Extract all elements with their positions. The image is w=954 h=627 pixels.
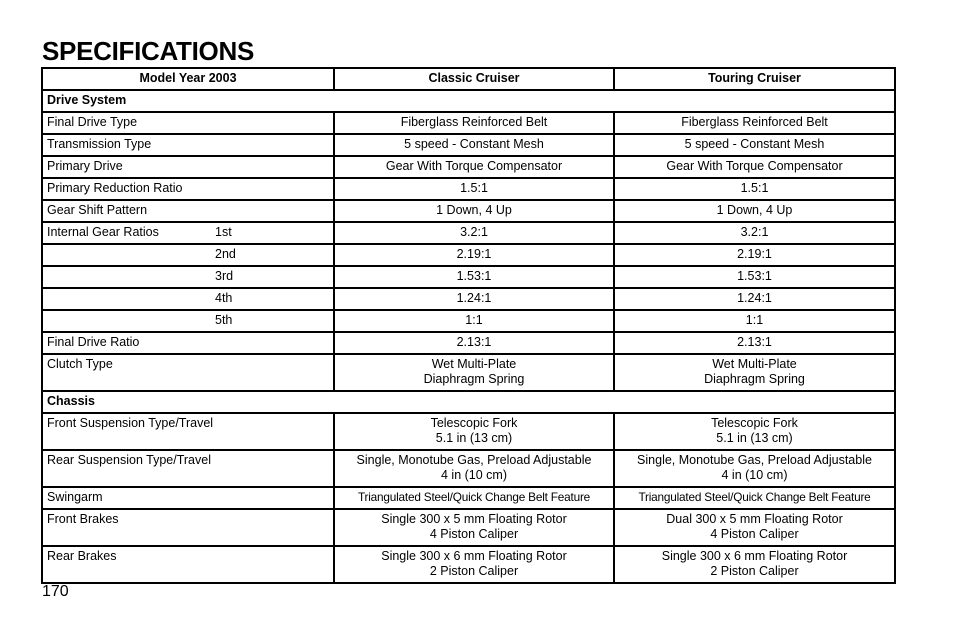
- spec-label-cell: [42, 546, 334, 583]
- touring-cruiser-value-cell: [614, 134, 895, 156]
- touring-cruiser-value-cell: [614, 546, 895, 583]
- classic-cruiser-value: Wet Multi-Plate: [431, 357, 517, 371]
- classic-cruiser-value: Single 300 x 6 mm Floating Rotor: [381, 549, 567, 563]
- classic-cruiser-value: Diaphragm Spring: [423, 371, 525, 386]
- classic-cruiser-value: Single, Monotube Gas, Preload Adjustable: [356, 453, 592, 467]
- spec-label-cell: [42, 509, 334, 546]
- spec-label: Final Drive Ratio: [47, 335, 140, 349]
- classic-cruiser-value: 1 Down, 4 Up: [436, 203, 512, 217]
- classic-cruiser-value-cell: [334, 546, 614, 583]
- gear-ratio-sublabel: 3rd: [215, 269, 234, 283]
- touring-cruiser-value: 1 Down, 4 Up: [716, 203, 793, 217]
- table-row: [42, 354, 895, 391]
- classic-cruiser-value: Telescopic Fork: [430, 416, 518, 430]
- header-classic-cruiser: Classic Cruiser: [334, 68, 614, 90]
- touring-cruiser-value: 4 Piston Caliper: [710, 526, 799, 541]
- touring-cruiser-value: Single, Monotube Gas, Preload Adjustable: [637, 453, 872, 467]
- classic-cruiser-value: 3.2:1: [460, 225, 488, 239]
- spec-label: Rear Suspension Type/Travel: [47, 453, 211, 467]
- touring-cruiser-value: 1.53:1: [737, 269, 772, 283]
- classic-cruiser-value-cell: [334, 288, 614, 310]
- classic-cruiser-value: 1:1: [465, 313, 483, 327]
- touring-cruiser-value-cell: [614, 200, 895, 222]
- classic-cruiser-value-cell: [334, 134, 614, 156]
- spec-label: Final Drive Type: [47, 115, 138, 129]
- touring-cruiser-value: Wet Multi-Plate: [712, 357, 797, 371]
- classic-cruiser-value: Single 300 x 5 mm Floating Rotor: [381, 512, 567, 526]
- section-title: Drive System: [42, 90, 895, 112]
- table-row: [42, 266, 895, 288]
- classic-cruiser-value: Triangulated Steel/Quick Change Belt Feature: [357, 490, 591, 504]
- table-row: [42, 413, 895, 450]
- touring-cruiser-value: 2.19:1: [737, 247, 772, 261]
- touring-cruiser-value-cell: [614, 112, 895, 134]
- touring-cruiser-value: 3.2:1: [740, 225, 769, 239]
- classic-cruiser-value-cell: [334, 413, 614, 450]
- spec-label: Swingarm: [47, 490, 103, 504]
- touring-cruiser-value: 2.13:1: [737, 335, 772, 349]
- classic-cruiser-value-cell: [334, 112, 614, 134]
- header-touring-cruiser: Touring Cruiser: [614, 68, 895, 90]
- spec-label-cell: [42, 487, 334, 509]
- touring-cruiser-value-cell: [614, 509, 895, 546]
- touring-cruiser-value-cell: [614, 178, 895, 200]
- page-number: 170: [42, 583, 69, 600]
- spec-label-cell: [42, 178, 334, 200]
- touring-cruiser-value: Fiberglass Reinforced Belt: [681, 115, 828, 129]
- spec-label: Front Suspension Type/Travel: [47, 416, 214, 430]
- touring-cruiser-value: 1.24:1: [737, 291, 772, 305]
- touring-cruiser-value: Telescopic Fork: [711, 416, 798, 430]
- classic-cruiser-value: 4 in (10 cm): [441, 467, 507, 482]
- spec-label-cell: [42, 266, 334, 288]
- touring-cruiser-value-cell: [614, 156, 895, 178]
- classic-cruiser-value: 2.13:1: [456, 335, 492, 349]
- classic-cruiser-value-cell: [334, 354, 614, 391]
- classic-cruiser-value-cell: [334, 509, 614, 546]
- touring-cruiser-value-cell: [614, 450, 895, 487]
- gear-ratio-sublabel: 5th: [215, 313, 233, 327]
- touring-cruiser-value-cell: [614, 332, 895, 354]
- table-row: [42, 310, 895, 332]
- table-row: [42, 178, 895, 200]
- touring-cruiser-value-cell: [614, 222, 895, 244]
- touring-cruiser-value-cell: [614, 310, 895, 332]
- gear-ratio-sublabel: 2nd: [215, 247, 236, 261]
- spec-label: Internal Gear Ratios: [47, 225, 159, 239]
- classic-cruiser-value-cell: [334, 156, 614, 178]
- spec-label: Primary Reduction Ratio: [47, 181, 183, 195]
- touring-cruiser-value-cell: [614, 244, 895, 266]
- touring-cruiser-value-cell: [614, 487, 895, 509]
- spec-label-cell: [42, 413, 334, 450]
- gear-ratio-sublabel: 1st: [215, 225, 232, 239]
- table-row: [42, 244, 895, 266]
- table-row: [42, 222, 895, 244]
- table-header-row: [42, 68, 895, 90]
- section-header-row: [42, 391, 895, 413]
- touring-cruiser-value: 5 speed - Constant Mesh: [684, 137, 825, 151]
- classic-cruiser-value: 1.53:1: [456, 269, 492, 283]
- table-row: [42, 156, 895, 178]
- classic-cruiser-value-cell: [334, 222, 614, 244]
- spec-label-cell: [42, 310, 334, 332]
- section-header-row: [42, 90, 895, 112]
- table-row: [42, 546, 895, 583]
- classic-cruiser-value: 1.24:1: [456, 291, 492, 305]
- touring-cruiser-value: Triangulated Steel/Quick Change Belt Feature: [638, 490, 871, 504]
- classic-cruiser-value-cell: [334, 200, 614, 222]
- classic-cruiser-value: 1.5:1: [460, 181, 488, 195]
- spec-label: Transmission Type: [47, 137, 152, 151]
- classic-cruiser-value-cell: [334, 266, 614, 288]
- touring-cruiser-value-cell: [614, 413, 895, 450]
- touring-cruiser-value: 1:1: [745, 313, 764, 327]
- spec-label-cell: [42, 332, 334, 354]
- table-row: [42, 134, 895, 156]
- classic-cruiser-value: Fiberglass Reinforced Belt: [400, 115, 548, 129]
- classic-cruiser-value: 5.1 in (13 cm): [435, 430, 513, 445]
- specifications-table: [41, 67, 896, 584]
- touring-cruiser-value-cell: [614, 354, 895, 391]
- table-row: [42, 509, 895, 546]
- touring-cruiser-value: Single 300 x 6 mm Floating Rotor: [661, 549, 848, 563]
- touring-cruiser-value: 5.1 in (13 cm): [716, 430, 793, 445]
- touring-cruiser-value-cell: [614, 288, 895, 310]
- spec-label: Clutch Type: [47, 357, 113, 371]
- touring-cruiser-value: 2 Piston Caliper: [710, 563, 799, 578]
- classic-cruiser-value: 2 Piston Caliper: [429, 563, 519, 578]
- header-model-year: Model Year 2003: [42, 68, 334, 90]
- table-row: [42, 112, 895, 134]
- classic-cruiser-value: 2.19:1: [456, 247, 492, 261]
- table-row: [42, 200, 895, 222]
- gear-ratio-sublabel: 4th: [215, 291, 233, 305]
- spec-label: Front Brakes: [47, 512, 119, 526]
- spec-label: Primary Drive: [47, 159, 123, 173]
- classic-cruiser-value-cell: [334, 310, 614, 332]
- touring-cruiser-value: Diaphragm Spring: [704, 371, 805, 386]
- spec-label: Gear Shift Pattern: [47, 203, 148, 217]
- classic-cruiser-value-cell: [334, 332, 614, 354]
- touring-cruiser-value: 1.5:1: [740, 181, 769, 195]
- classic-cruiser-value-cell: [334, 450, 614, 487]
- table-row: [42, 450, 895, 487]
- spec-label-cell: [42, 354, 334, 391]
- spec-label-cell: [42, 134, 334, 156]
- touring-cruiser-value: Dual 300 x 5 mm Floating Rotor: [666, 512, 843, 526]
- touring-cruiser-value: Gear With Torque Compensator: [666, 159, 843, 173]
- spec-label-cell: [42, 244, 334, 266]
- table-row: [42, 487, 895, 509]
- table-row: [42, 332, 895, 354]
- section-title: Chassis: [42, 391, 895, 413]
- spec-label: Rear Brakes: [47, 549, 117, 563]
- classic-cruiser-value-cell: [334, 244, 614, 266]
- table-row: [42, 288, 895, 310]
- spec-label-cell: [42, 222, 334, 244]
- page-title: SPECIFICATIONS: [42, 36, 255, 66]
- classic-cruiser-value: Gear With Torque Compensator: [385, 159, 563, 173]
- spec-label-cell: [42, 288, 334, 310]
- classic-cruiser-value-cell: [334, 178, 614, 200]
- spec-label-cell: [42, 200, 334, 222]
- specifications-table-body: [42, 68, 895, 583]
- spec-label-cell: [42, 450, 334, 487]
- classic-cruiser-value: 5 speed - Constant Mesh: [404, 137, 544, 151]
- classic-cruiser-value-cell: [334, 487, 614, 509]
- classic-cruiser-value: 4 Piston Caliper: [429, 526, 519, 541]
- touring-cruiser-value-cell: [614, 266, 895, 288]
- spec-label-cell: [42, 156, 334, 178]
- spec-label-cell: [42, 112, 334, 134]
- touring-cruiser-value: 4 in (10 cm): [721, 467, 788, 482]
